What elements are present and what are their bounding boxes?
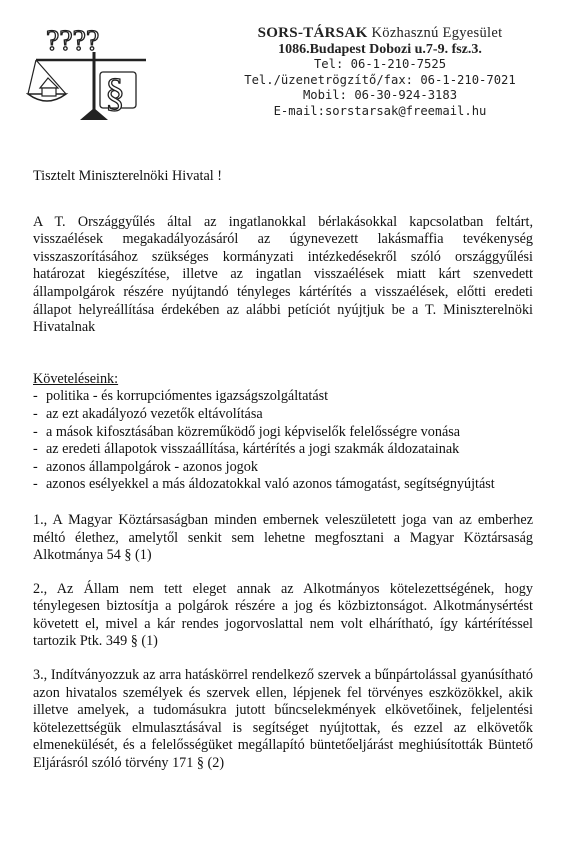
org-email: E-mail:sorstarsak@freemail.hu — [273, 103, 487, 118]
list-item: - a mások kifosztásában közreműködő jogi képviselők felelősségre vonása — [33, 424, 533, 442]
intro-paragraph: A T. Országgyűlés által az ingatlanokkal bérlakásokkal kapcsolatban feltárt, visszaélések megakadályozásáról az úgynevezett lakásmaffia tevékenység visszaszorításához szükséges kormányzati intézkedésekről szóló országgyűlési határozat kiegészítése, illetve az ingatlan visszaélések miatt kárt szenvedett állampolgárok részére nyújtandó tényleges kártérítés a visszaélések, előtti eredeti állapot helyreállítása érdekében az alábbi petíciót nyújtjuk be a T. Miniszterelnöki Hivatalnak — [33, 213, 533, 336]
salutation: Tisztelt Miniszterelnöki Hivatal ! — [33, 168, 223, 184]
list-item: - azonos esélyekkel a más áldozatokkal való azonos támogatást, segítségnyújtást — [33, 476, 533, 494]
org-logo — [26, 20, 176, 128]
org-name: SORS-TÁRSAK — [257, 25, 368, 41]
logo-question-marks: ???? — [46, 24, 100, 57]
point-3: 3., Indítványozzuk az arra hatáskörrel rendelkező szervek a bűnpártolással gyanúsítható azon hivatalos személyek és szervek ellen, lépjenek fel törvényes eszközökkel, akik illetve amelyek, a tudomásukra jutott bűncselekmények elkövetőinek, feljelentési kötelezettségük elmulasztásával is segítséget nyújtottak, és ezzel az elkövetők elmenekülését, és a felelősségüket megállapító büntetőeljárást meghiúsították Büntető Eljárásról szóló törvény 171 § (2) — [33, 667, 533, 772]
demands-heading: Követeléseink: — [33, 370, 119, 387]
list-item: - azonos állampolgárok - azonos jogok — [33, 459, 533, 477]
org-address: 1086.Budapest Dobozi u.7-9. fsz.3. — [278, 41, 482, 57]
scales-of-justice-icon — [26, 20, 176, 128]
org-mobile: Mobil: 06-30-924-3183 — [302, 88, 458, 102]
org-phone: Tel: 06-1-210-7525 — [313, 57, 447, 71]
list-item: - az ezt akadályozó vezetők eltávolítása — [33, 406, 533, 424]
demands-list — [33, 388, 533, 494]
list-item: - politika - és korrupciómentes igazságszolgáltatást — [33, 388, 533, 406]
letterhead — [200, 26, 560, 119]
point-2: 2., Az Állam nem tett eleget annak az Alkotmányos kötelezettségének, hogy ténylegesen biztosítja a polgárok részére a jog és közbiztonságot. Alkotmánysértést követett el, mivel a kár rendes jogorvoslattal nem volt elhárítható, így kártérítéssel tartozik Ptk. 349 § (1) — [33, 580, 533, 650]
letter-body — [33, 168, 533, 773]
point-1: 1., A Magyar Köztársaságban minden embernek veleszületett joga van az emberhez méltó élethez, amelytől senkit sem lehetne megfosztani a Magyar Köztársaság Alkotmánya 54 § (1) — [33, 511, 533, 564]
org-fax: Tel./üzenetrögzítő/fax: 06-1-210-7021 — [244, 72, 516, 87]
org-type: Közhasznú Egyesület — [371, 25, 503, 41]
logo-paragraph-sign: § — [105, 70, 125, 115]
org-name-line — [200, 26, 560, 42]
list-item: - az eredeti állapotok visszaállítása, kártérítés a jogi szakmák áldozatainak — [33, 441, 533, 459]
